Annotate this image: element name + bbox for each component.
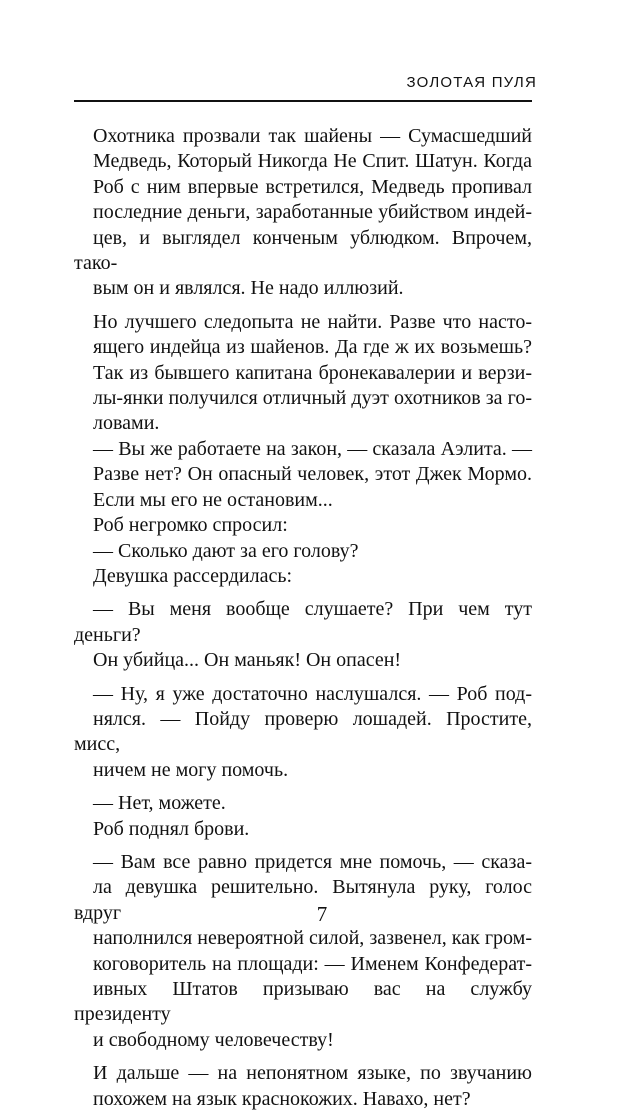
- text-line: Если мы его не остановим...: [93, 488, 333, 511]
- paragraph: [74, 1061, 532, 1112]
- text-line: Но лучшего следопыта не найти. Разве что насто-: [93, 310, 532, 333]
- text-line: — Ну, я уже достаточно наслушался. — Роб под-: [93, 682, 532, 705]
- paragraph: [74, 310, 532, 437]
- paragraph: [74, 124, 532, 302]
- paragraph: [74, 682, 532, 784]
- text-line: ловами.: [93, 412, 160, 435]
- text-line: Медведь, Который Никогда Не Спит. Шатун. Когда: [93, 150, 532, 173]
- text-line: — Вы меня вообще слушаете? При чем тут деньги?: [74, 598, 532, 646]
- paragraph: [74, 564, 532, 589]
- page-number: 7: [316, 902, 328, 926]
- text-line: и свободному человечеству!: [93, 1028, 334, 1051]
- paragraph: [74, 597, 532, 673]
- text-line: Роб с ним впервые встретился, Медведь пропивал: [93, 175, 532, 198]
- text-line: Девушка рассердилась:: [93, 564, 292, 587]
- paragraph: [74, 437, 532, 513]
- paragraph: [74, 791, 532, 816]
- header-rule: [74, 100, 532, 102]
- text-line: ящего индейца из шайенов. Да где ж их возьмешь?: [93, 336, 532, 359]
- text-line: Разве нет? Он опасный человек, этот Джек Мормо.: [93, 463, 532, 486]
- text-line: — Сколько дают за его голову?: [93, 539, 359, 562]
- text-line: нялся. — Пойду проверю лошадей. Простите, мисс,: [74, 707, 532, 756]
- text-line: вым он и являлся. Не надо иллюзий.: [93, 277, 404, 300]
- text-line: И дальше — на непонятном языке, по звучанию: [93, 1062, 532, 1085]
- text-line: лы-янки получился отличный дуэт охотников за го-: [93, 387, 532, 410]
- paragraph: [74, 539, 532, 564]
- running-header-title: ЗОЛОТАЯ ПУЛЯ: [406, 74, 537, 91]
- text-line: цев, и выглядел конченым ублюдком. Впрочем, тако-: [74, 226, 532, 275]
- text-line: Роб поднял брови.: [93, 817, 250, 840]
- paragraph: [74, 817, 532, 842]
- text-line: Так из бывшего капитана бронекавалерии и верзи-: [93, 361, 532, 384]
- text-line: Роб негромко спросил:: [93, 514, 288, 537]
- paragraph: [74, 850, 532, 1053]
- text-line: Он убийца... Он маньяк! Он опасен!: [93, 649, 402, 672]
- text-line: ла девушка решительно. Вытянула руку, голос вдруг: [74, 876, 532, 924]
- text-line: похожем на язык краснокожих. Навахо, нет?: [93, 1087, 471, 1110]
- text-line: ивных Штатов призываю вас на службу президенту: [74, 978, 532, 1026]
- text-line: Охотника прозвали так шайены — Сумасшедший: [93, 125, 532, 147]
- text-line: последние деньги, заработанные убийством индей-: [93, 201, 532, 224]
- text-line: коговоритель на площади: — Именем Конфедерат-: [93, 952, 532, 975]
- text-line: ничем не могу помочь.: [93, 758, 289, 781]
- text-line: наполнился невероятной силой, зазвенел, как гром-: [93, 927, 532, 950]
- body-text: [74, 124, 532, 1112]
- text-line: — Вам все равно придется мне помочь, — сказа-: [93, 850, 532, 873]
- paragraph: [74, 513, 532, 538]
- text-line: — Вы же работаете на закон, — сказала Аэлита. —: [93, 437, 532, 460]
- text-line: — Нет, можете.: [93, 792, 226, 815]
